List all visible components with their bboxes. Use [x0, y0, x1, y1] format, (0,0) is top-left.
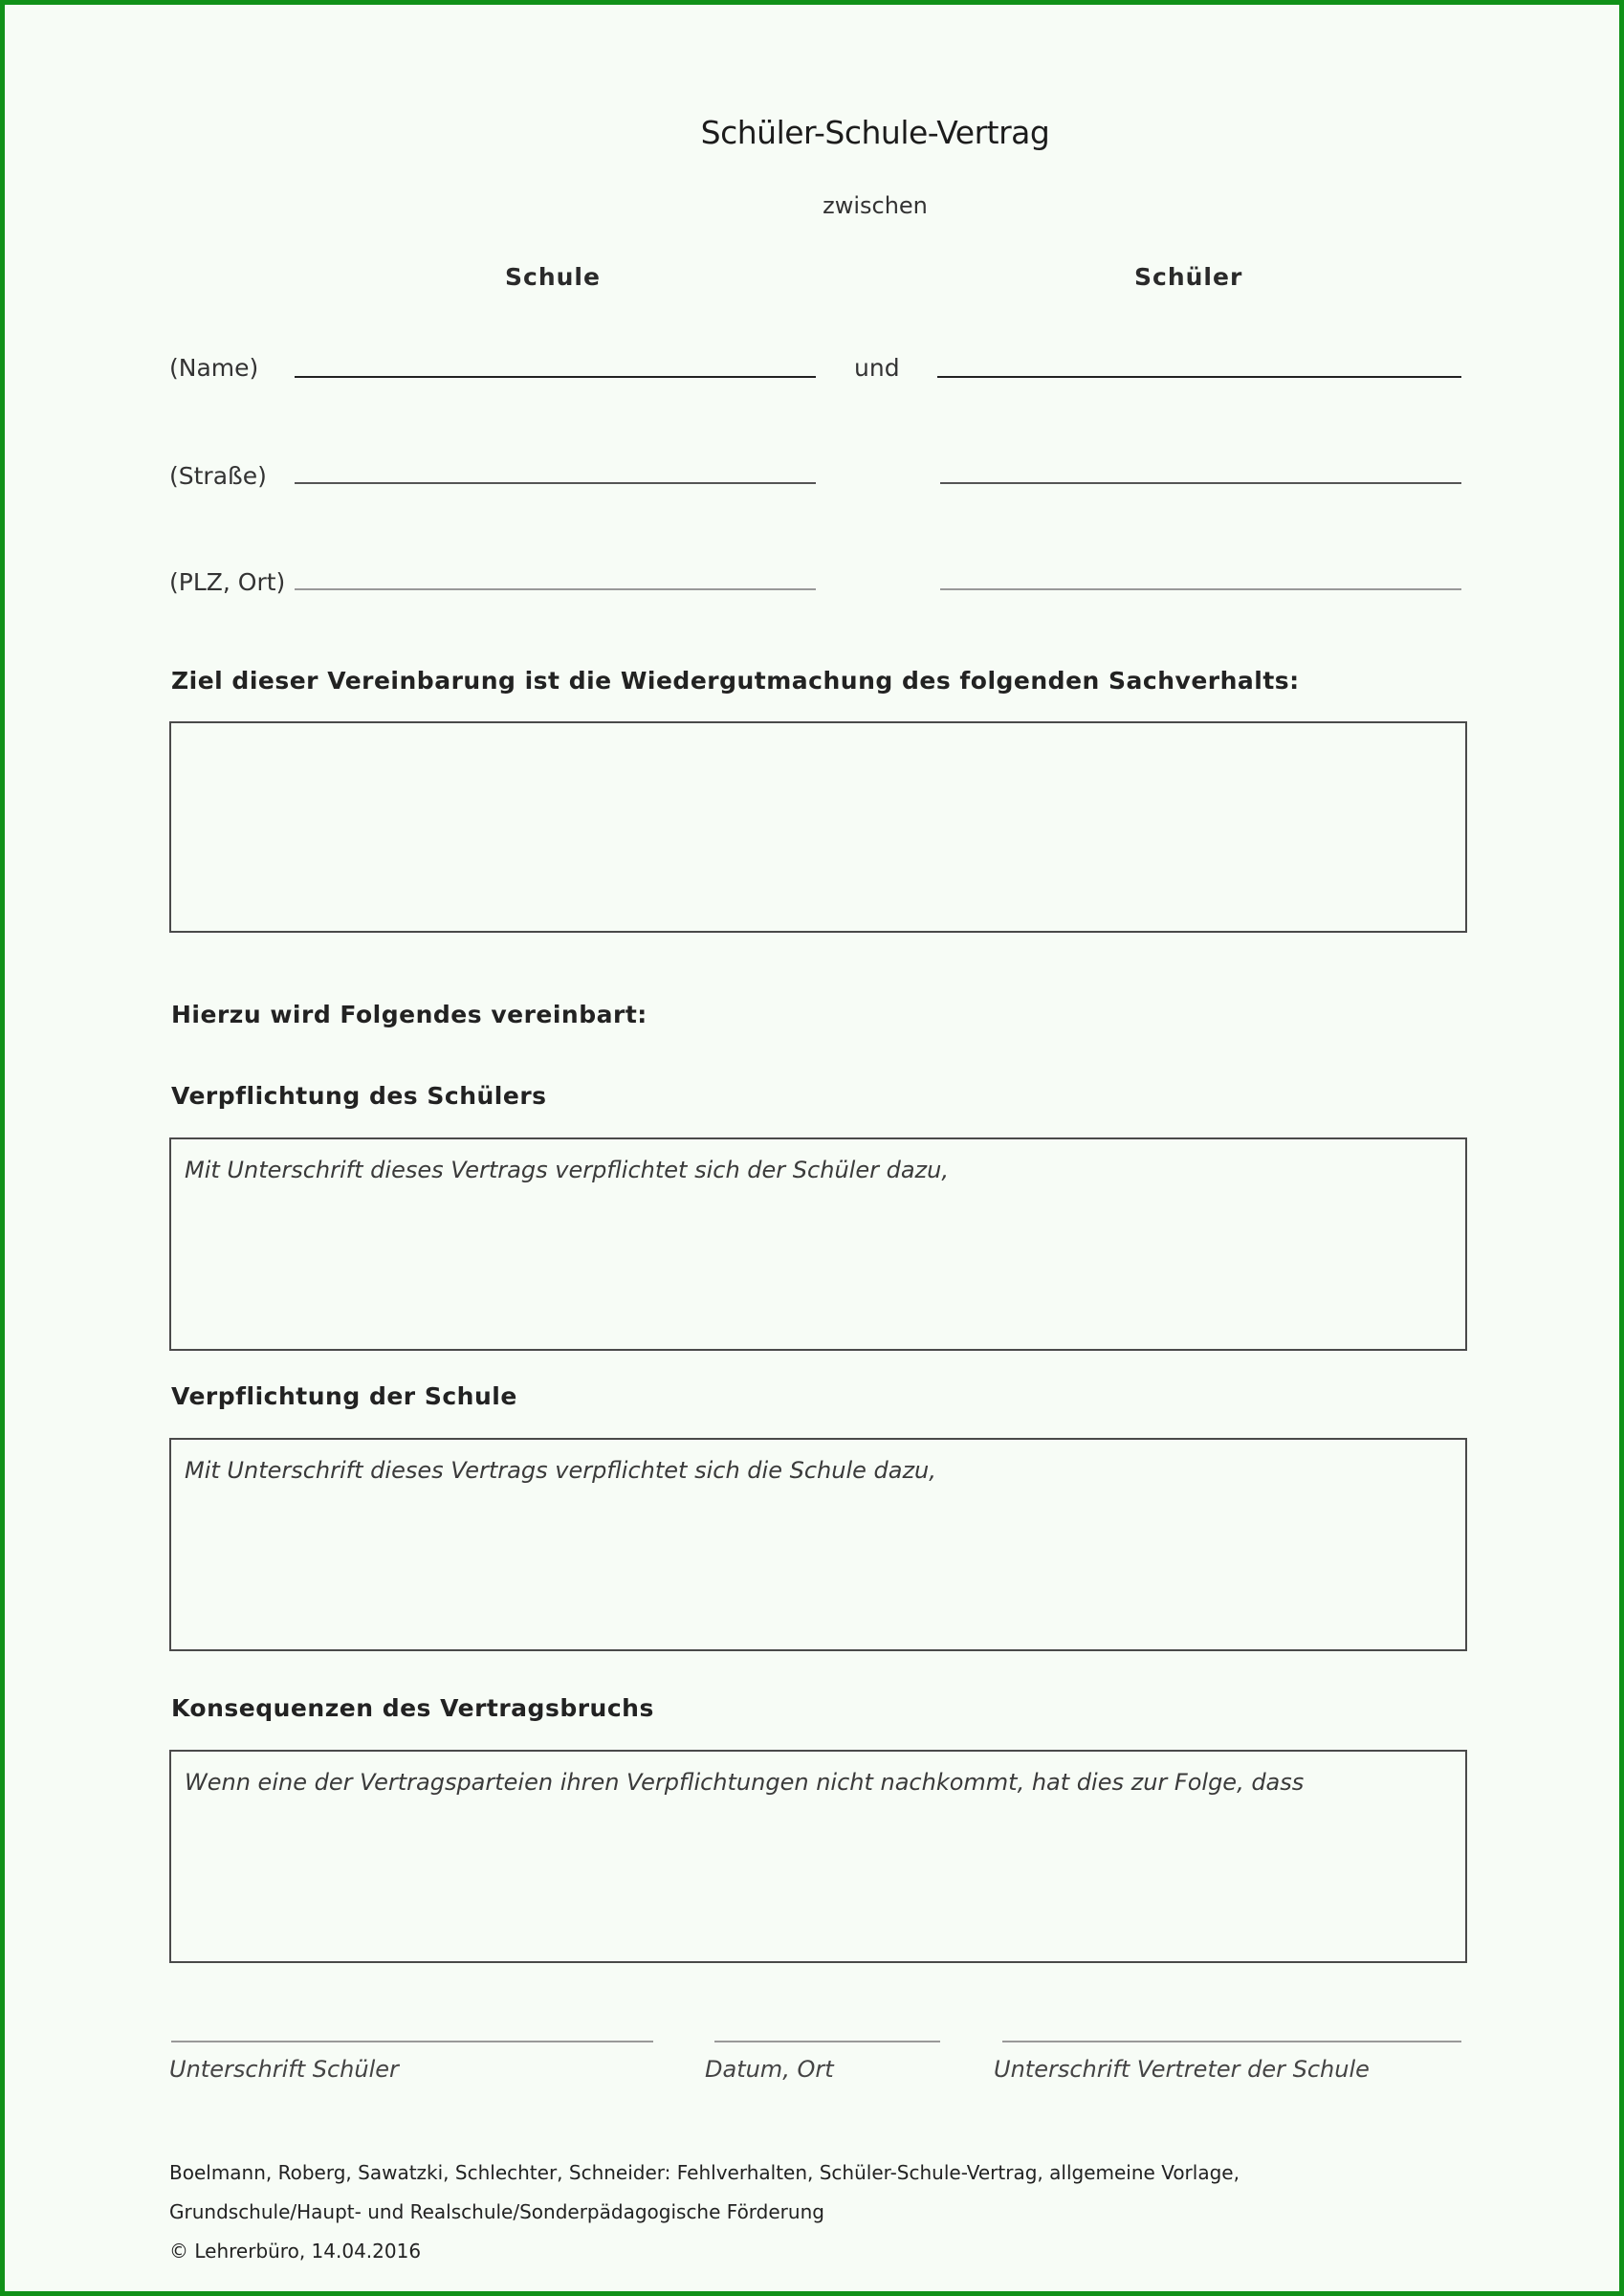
party-student-heading: Schüler	[1134, 263, 1243, 291]
city-label: (PLZ, Ort)	[169, 568, 286, 596]
footer-copyright: © Lehrerbüro, 14.04.2016	[169, 2240, 422, 2263]
student-signature-label: Unterschrift Schüler	[169, 2056, 399, 2083]
goal-heading: Ziel dieser Vereinbarung ist die Wiedergutmachung des folgenden Sachverhalts:	[171, 667, 1300, 695]
school-city-line[interactable]	[295, 588, 816, 590]
school-rep-signature-label: Unterschrift Vertreter der Schule	[994, 2056, 1370, 2083]
school-street-line[interactable]	[295, 482, 816, 484]
street-label: (Straße)	[169, 462, 267, 490]
agreed-heading: Hierzu wird Folgendes vereinbart:	[171, 1001, 647, 1028]
date-place-line[interactable]	[714, 2041, 940, 2042]
school-rep-signature-line[interactable]	[1002, 2041, 1461, 2042]
student-street-line[interactable]	[940, 482, 1461, 484]
school-duty-heading: Verpflichtung der Schule	[171, 1382, 517, 1410]
consequences-prompt: Wenn eine der Vertragsparteien ihren Verpflichtungen nicht nachkommt, hat dies zur Folge, dass	[185, 1769, 1305, 1796]
name-label: (Name)	[169, 354, 259, 382]
consequences-heading: Konsequenzen des Vertragsbruchs	[171, 1694, 654, 1722]
goal-box[interactable]	[169, 721, 1467, 933]
footer-citation-line1: Boelmann, Roberg, Sawatzki, Schlechter, Schneider: Fehlverhalten, Schüler-Schule-Vertrag, allgemeine Vorlage,	[169, 2161, 1240, 2184]
student-name-line[interactable]	[937, 376, 1461, 378]
school-name-line[interactable]	[295, 376, 816, 378]
student-duty-prompt: Mit Unterschrift dieses Vertrags verpflichtet sich der Schüler dazu,	[185, 1157, 949, 1183]
party-school-heading: Schule	[505, 263, 601, 291]
date-place-label: Datum, Ort	[705, 2056, 834, 2083]
student-signature-line[interactable]	[171, 2041, 653, 2042]
footer-citation-line2: Grundschule/Haupt- und Realschule/Sonderpädagogische Förderung	[169, 2200, 824, 2223]
consequences-box[interactable]	[169, 1750, 1467, 1963]
school-duty-box[interactable]	[169, 1438, 1467, 1651]
student-duty-box[interactable]	[169, 1137, 1467, 1351]
student-duty-heading: Verpflichtung des Schülers	[171, 1082, 547, 1110]
school-duty-prompt: Mit Unterschrift dieses Vertrags verpflichtet sich die Schule dazu,	[185, 1457, 936, 1484]
document-title: Schüler-Schule-Vertrag	[700, 114, 1050, 151]
between-label: zwischen	[823, 192, 928, 219]
student-city-line[interactable]	[940, 588, 1461, 590]
and-label: und	[854, 354, 900, 382]
